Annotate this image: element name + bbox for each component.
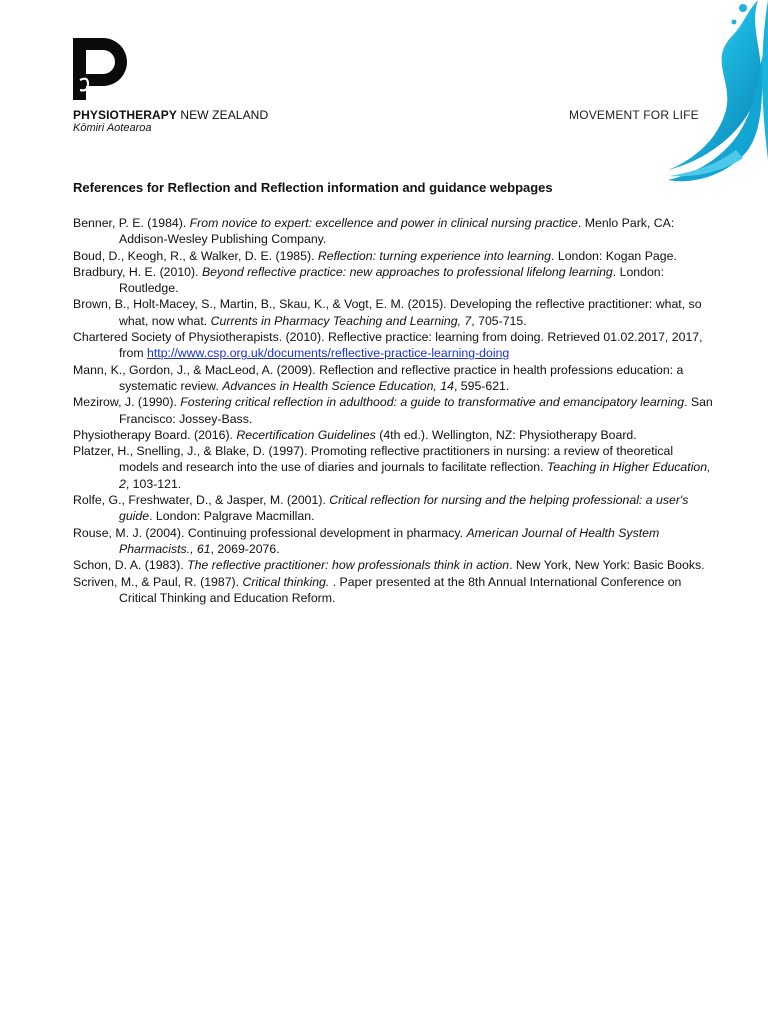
reference-text: . London: Palgrave Macmillan. bbox=[149, 509, 315, 524]
reference-text: . London: Kogan Page. bbox=[551, 248, 677, 263]
reference-title: Recertification Guidelines bbox=[236, 427, 376, 442]
reference-entry bbox=[73, 394, 713, 427]
reference-text: Bradbury, H. E. (2010). bbox=[73, 264, 202, 279]
reference-title: Advances in Health Science Education, 14 bbox=[222, 378, 454, 393]
reference-entry bbox=[73, 525, 713, 558]
reference-entry bbox=[73, 427, 713, 443]
reference-entry bbox=[73, 215, 713, 248]
reference-text: , 595-621. bbox=[453, 378, 510, 393]
reference-title: Critical reflection for nursing and the helping professional: a user's guide bbox=[119, 493, 689, 524]
reference-entry bbox=[73, 248, 713, 264]
reference-title: Reflection: turning experience into learning bbox=[317, 248, 552, 263]
reference-title: Critical thinking. bbox=[242, 574, 333, 589]
reference-title: Currents in Pharmacy Teaching and Learning, 7 bbox=[210, 313, 472, 328]
reference-entry bbox=[73, 443, 713, 492]
physiotherapy-p-logo-icon bbox=[73, 34, 133, 104]
reference-entry bbox=[73, 492, 713, 525]
document-title: References for Reflection and Reflection information and guidance webpages bbox=[73, 180, 553, 195]
reference-title: The reflective practitioner: how professionals think in action bbox=[187, 558, 510, 573]
reference-text: Brown, B., Holt-Macey, S., Martin, B., Skau, K., & Vogt, E. M. (2015). Developing the reflective practitioner: what, so what, now what. bbox=[73, 297, 702, 328]
organisation-name-bold: PHYSIOTHERAPY bbox=[73, 108, 177, 122]
reference-text: , 705-715. bbox=[471, 313, 527, 328]
reference-text: Chartered Society of Physiotherapists. (2010). Reflective practice: learning from doing. Retrieved 01.02.2017, 2017, from bbox=[73, 330, 703, 361]
reference-link[interactable]: http://www.csp.org.uk/documents/reflective-practice-learning-doing bbox=[147, 346, 510, 361]
reference-entry bbox=[73, 362, 713, 395]
reference-title: Teaching in Higher Education, 2 bbox=[119, 460, 711, 491]
reference-text: . Paper presented at the 8th Annual International Conference on Critical Thinking and Education Reform. bbox=[119, 574, 682, 605]
organisation-maori-name: Kōmiri Aotearoa bbox=[73, 122, 152, 134]
reference-text: . San Francisco: Jossey-Bass. bbox=[119, 395, 713, 426]
reference-text: Boud, D., Keogh, R., & Walker, D. E. (1985). bbox=[73, 248, 318, 263]
reference-text: Rouse, M. J. (2004). Continuing professional development in pharmacy. bbox=[73, 525, 467, 540]
reference-text: Physiotherapy Board. (2016). bbox=[73, 427, 237, 442]
reference-text: Benner, P. E. (1984). bbox=[73, 216, 190, 230]
reference-title: Beyond reflective practice: new approaches to professional lifelong learning bbox=[201, 264, 613, 279]
reference-text: , 2069-2076. bbox=[210, 541, 280, 556]
blue-paint-splash-icon bbox=[608, 0, 768, 190]
reference-text: . London: Routledge. bbox=[119, 264, 665, 296]
reference-text: Scriven, M., & Paul, R. (1987). bbox=[73, 574, 243, 589]
organisation-name-rest: NEW ZEALAND bbox=[177, 108, 269, 122]
reference-text: Mezirow, J. (1990). bbox=[73, 395, 181, 410]
reference-title: American Journal of Health System Pharmacists., 61 bbox=[119, 525, 660, 556]
reference-text: . New York, New York: Basic Books. bbox=[509, 558, 705, 573]
tagline: MOVEMENT FOR LIFE bbox=[569, 108, 699, 122]
reference-entry bbox=[73, 557, 713, 573]
reference-text: Mann, K., Gordon, J., & MacLeod, A. (2009). Reflection and reflective practice in health professions education: a systematic review. bbox=[73, 362, 684, 393]
reference-text: Rolfe, G., Freshwater, D., & Jasper, M. (2001). bbox=[73, 493, 330, 508]
organisation-name bbox=[73, 108, 268, 122]
reference-list bbox=[73, 215, 713, 606]
reference-entry bbox=[73, 574, 713, 607]
reference-title: From novice to expert: excellence and power in clinical nursing practice bbox=[189, 216, 578, 230]
reference-text: Platzer, H., Snelling, J., & Blake, D. (1997). Promoting reflective practitioners in nursing: a review of theoretical models and research into the use of diaries and journals to facilitate reflection. bbox=[73, 444, 674, 475]
reference-entry bbox=[73, 264, 713, 297]
reference-entry bbox=[73, 329, 713, 362]
reference-text: . Menlo Park, CA: Addison-Wesley Publishing Company. bbox=[119, 216, 675, 247]
reference-text: , 103-121. bbox=[125, 476, 182, 491]
reference-entry bbox=[73, 296, 713, 329]
reference-text: Schon, D. A. (1983). bbox=[73, 558, 188, 573]
reference-title: Fostering critical reflection in adulthood: a guide to transformative and emancipatory learning bbox=[180, 395, 685, 410]
reference-text: (4th ed.). Wellington, NZ: Physiotherapy Board. bbox=[375, 427, 637, 442]
